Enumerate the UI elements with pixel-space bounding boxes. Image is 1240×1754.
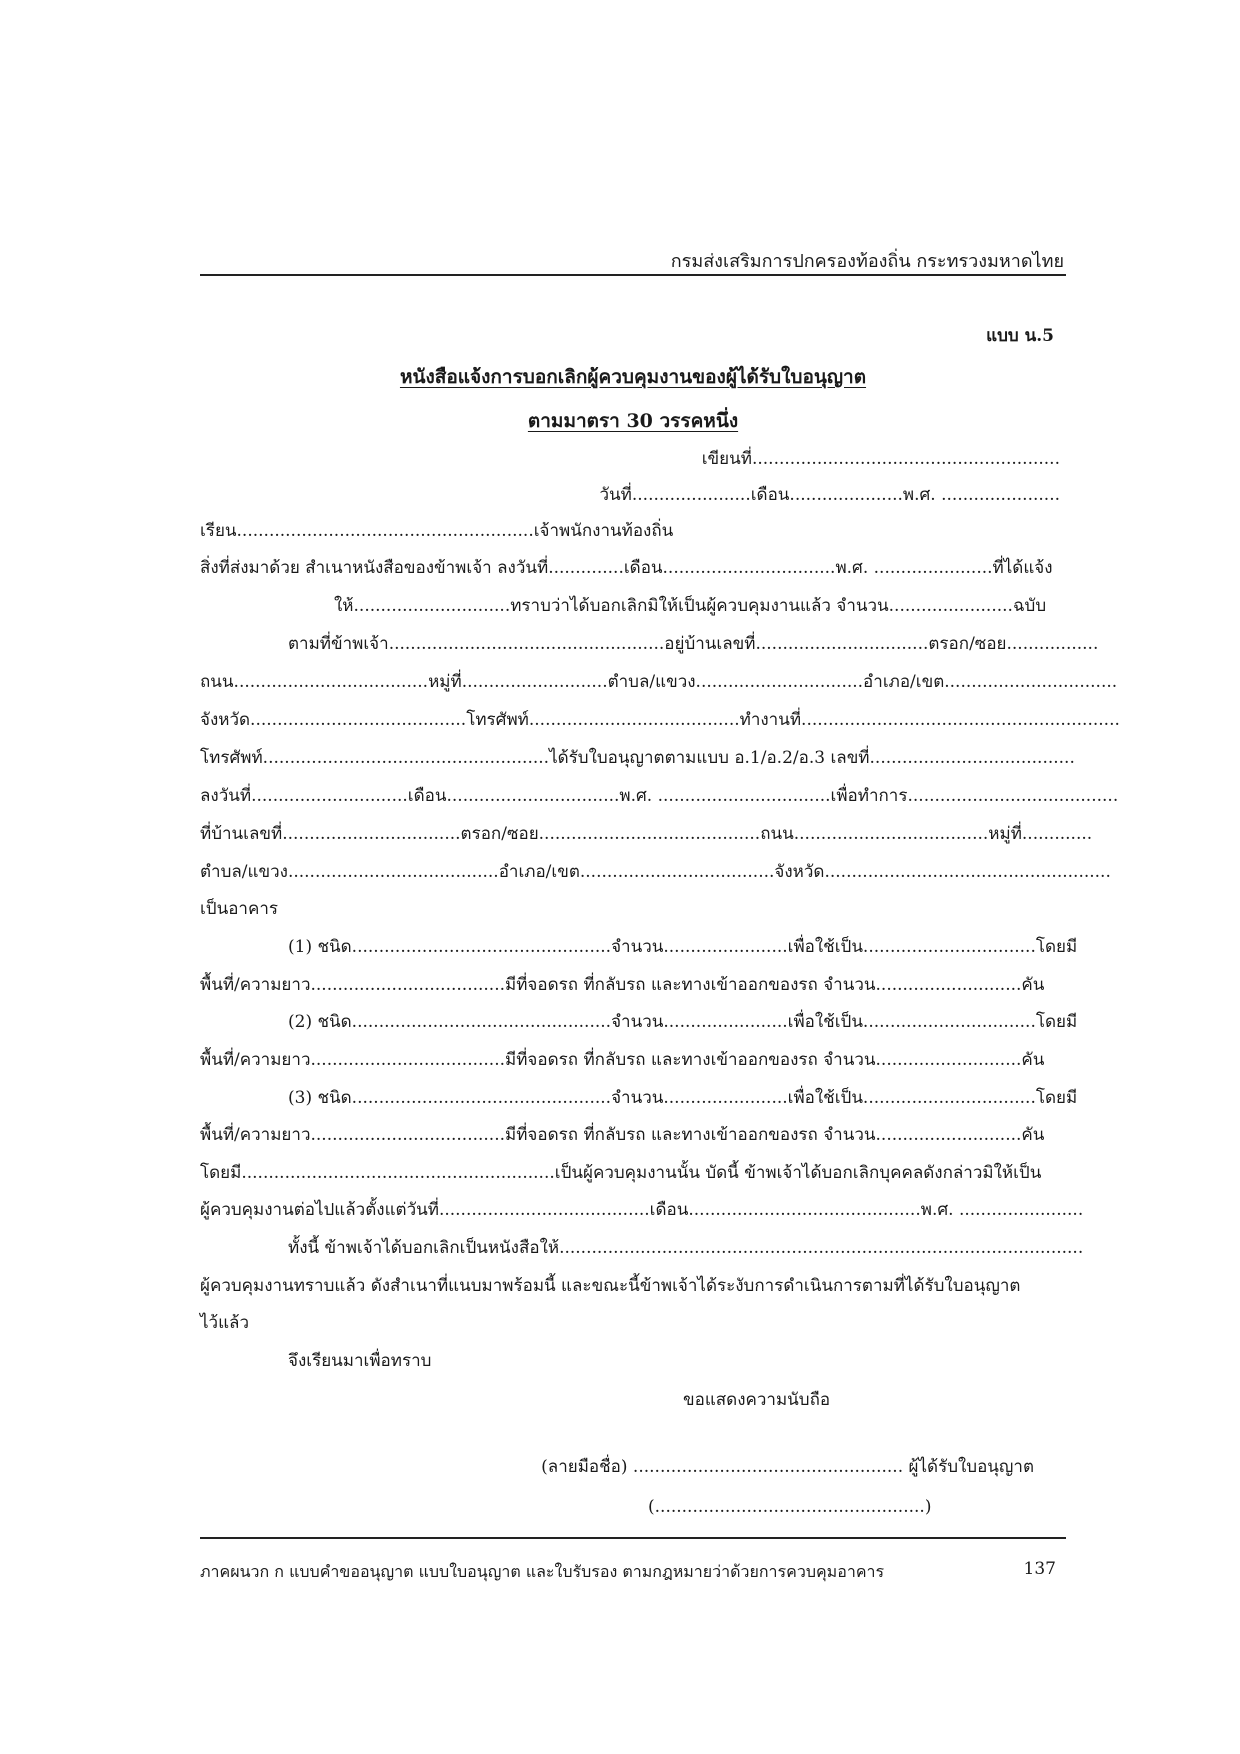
house-no-line: ที่บ้านเลขที่.................................ตรอก/ซอย.........................................ถนน....................................หมู่ที่............. (200, 824, 1093, 844)
header-divider (200, 274, 1066, 276)
notice-line-2: ผู้ควบคุมงานทราบแล้ว ดังสำเนาที่แนบมาพร้อมนี้ และขณะนี้ข้าพเจ้าได้ระงับการดำเนินการตามที่ได้รับใบอนุญาต (200, 1276, 1021, 1296)
to-line: เรียน.......................................................เจ้าพนักงานท้องถิ่น (200, 521, 674, 541)
page-number: 137 (1023, 1559, 1056, 1579)
enclosure-line-2: ให้.............................ทราบว่าได้บอกเลิกมิให้เป็นผู้ควบคุมงานแล้ว จำนวน.......................ฉบับ (334, 596, 1047, 616)
dated-line: ลงวันที่.............................เดือน................................พ.ศ. ................................เพื่อทำการ....................................... (200, 786, 1119, 806)
footer-divider (200, 1537, 1066, 1539)
phone-line: โทรศัพท์.....................................................ได้รับใบอนุญาตตามแบบ อ.1/อ.2/อ.3 เลขที่...................................... (200, 748, 1075, 768)
item3-line-b: พื้นที่/ความยาว....................................มีที่จอดรถ ที่กลับรถ และทางเข้าออกของรถ จำนวน...........................คัน (200, 1125, 1045, 1145)
form-title: หนังสือแจ้งการบอกเลิกผู้ควบคุมงานของผู้ได้รับใบอนุญาต (399, 366, 867, 388)
item3-line-a: (3) ชนิด................................................จำนวน.......................เพื่อใช้เป็น................................โดยมี (288, 1088, 1078, 1108)
item2-line-b: พื้นที่/ความยาว....................................มีที่จอดรถ ที่กลับรถ และทางเข้าออกของรถ จำนวน...........................คัน (200, 1050, 1045, 1070)
header-agency: กรมส่งเสริมการปกครองท้องถิ่น กระทรวงมหาดไทย (670, 251, 1064, 272)
signature-name-line: (..................................................) (648, 1497, 932, 1517)
notice-line-3: ไว้แล้ว (200, 1313, 250, 1333)
regards-line: ขอแสดงความนับถือ (683, 1390, 831, 1410)
province-line: จังหวัด........................................โทรศัพท์.......................................ทำงานที่........................................................... (200, 710, 1120, 730)
building-label: เป็นอาคาร (200, 899, 279, 919)
notice-line: ทั้งนี้ ข้าพเจ้าได้บอกเลิกเป็นหนังสือให้................................................................................................. (288, 1238, 1084, 1258)
subdistrict-line: ตำบล/แขวง.......................................อำเภอ/เขต....................................จังหวัด..................................................... (200, 862, 1111, 882)
written-at-line: เขียนที่......................................................... (701, 449, 1060, 469)
item2-line-a: (2) ชนิด................................................จำนวน.......................เพื่อใช้เป็น................................โดยมี (288, 1012, 1078, 1032)
signature-line: (ลายมือชื่อ) .................................................. ผู้ได้รับใบอนุญาต (541, 1457, 1034, 1477)
supervisor-line-2: ผู้ควบคุมงานต่อไปแล้วตั้งแต่วันที่.......................................เดือน...........................................พ.ศ. ....................... (200, 1200, 1084, 1220)
footer-text: ภาคผนวก ก แบบคำขออนุญาต แบบใบอนุญาต และใบรับรอง ตามกฎหมายว่าด้วยการควบคุมอาคาร (200, 1562, 885, 1581)
intro-line: ตามที่ข้าพเจ้า...................................................อยู่บ้านเลขที่................................ตรอก/ซอย................. (288, 634, 1099, 654)
item1-line-b: พื้นที่/ความยาว....................................มีที่จอดรถ ที่กลับรถ และทางเข้าออกของรถ จำนวน...........................คัน (200, 975, 1045, 995)
supervisor-line: โดยมี..........................................................เป็นผู้ควบคุมงานนั้น บัดนี้ ข้าพเจ้าได้บอกเลิกบุคคลดังกล่าวมิให้เป็น (200, 1163, 1042, 1183)
enclosure-line: สิ่งที่ส่งมาด้วย สำเนาหนังสือของข้าพเจ้า ลงวันที่..............เดือน................................พ.ศ. ......................ที่ได้แจ้ง (200, 558, 1053, 578)
item1-line-a: (1) ชนิด................................................จำนวน.......................เพื่อใช้เป็น................................โดยมี (288, 937, 1078, 957)
closing-line: จึงเรียนมาเพื่อทราบ (288, 1351, 432, 1371)
form-subtitle: ตามมาตรา 30 วรรคหนึ่ง (527, 410, 739, 432)
road-line: ถนน....................................หมู่ที่...........................ตำบล/แขวง...............................อำเภอ/เขต................................ (200, 672, 1118, 692)
date-line: วันที่......................เดือน.....................พ.ศ. ...................... (599, 485, 1060, 505)
form-code: แบบ น.5 (986, 326, 1054, 346)
